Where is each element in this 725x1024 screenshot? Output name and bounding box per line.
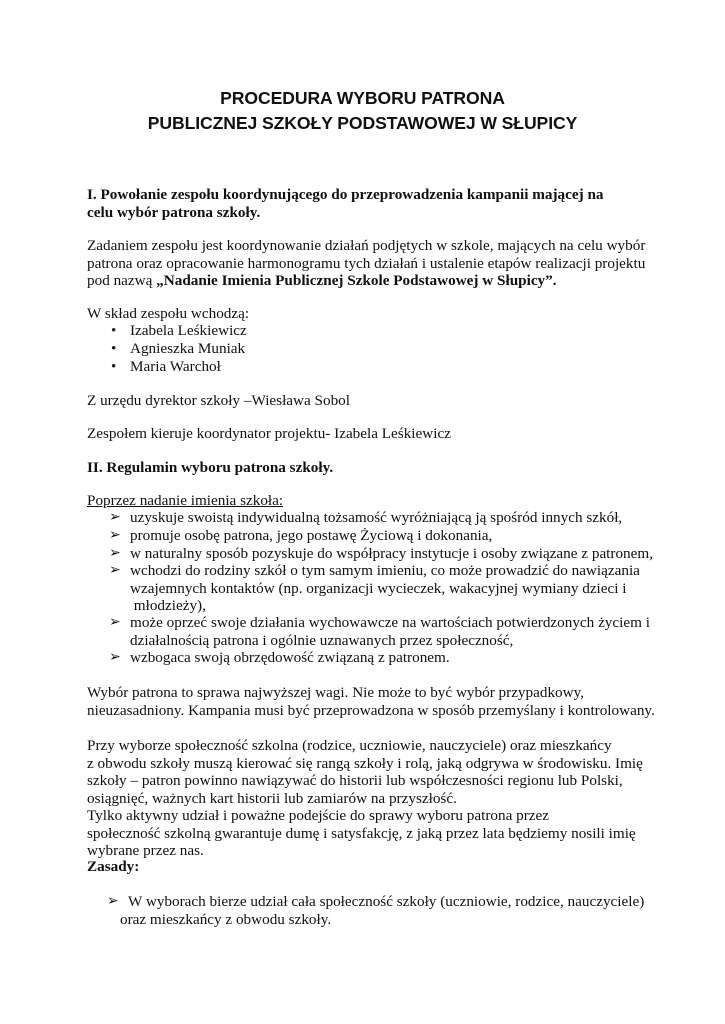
- list-item-line: wzajemnych kontaktów (np. organizacji wycieczek, wakacyjnej wymiany dzieci i: [130, 579, 627, 597]
- list-item-line: młodzieży),: [130, 597, 206, 614]
- paragraph: [87, 684, 655, 719]
- list-item-line: promuje osobę patrona, jego postawę Życiową i dokonania,: [130, 527, 493, 544]
- list-item: [111, 340, 650, 358]
- section-2-heading: II. Regulamin wyboru patrona szkoły.: [87, 459, 334, 476]
- arrow-bullet-icon: ➢: [109, 510, 121, 525]
- director-line: Z urzędu dyrektor szkoły –Wiesława Sobol: [87, 392, 350, 409]
- rules-heading: Zasady:: [87, 858, 140, 875]
- paragraph-line: z obwodu szkoły muszą kierować się rangą szkoły i rolą, jaką odgrywa w środowisku. Imię: [87, 754, 643, 772]
- paragraph-line: Przy wyborze społeczność szkolna (rodzice, uczniowie, nauczyciele) oraz mieszkańcy: [87, 737, 612, 754]
- member-name: Izabela Leśkiewicz: [130, 322, 247, 339]
- list-item-line: oraz mieszkańcy z obwodu szkoły.: [120, 910, 332, 928]
- arrow-bullet-icon: ➢: [107, 894, 119, 909]
- paragraph-line: patrona oraz opracowanie harmonogramu tych działań i ustalenie etapów realizacji projektu: [87, 254, 646, 272]
- list-item-line: wzbogaca swoją obrzędowość związaną z patronem.: [130, 649, 450, 666]
- section-1-paragraph: [87, 237, 647, 290]
- list-item: [109, 527, 670, 545]
- member-name: Maria Warchoł: [130, 358, 221, 375]
- paragraph-line: osiągnięć, ważnych kart historii lub zamiarów na przyszłość.: [87, 789, 457, 807]
- list-item-line: w naturalny sposób pozyskuje do współpracy instytucje i osoby związane z patronem,: [130, 545, 653, 562]
- arrow-bullet-icon: ➢: [109, 650, 121, 665]
- section-1-heading: [87, 186, 647, 221]
- list-item-line: wchodzi do rodziny szkół o tym samym imieniu, co może prowadzić do nawiązania: [130, 562, 640, 579]
- list-item-line: działalnością patrona i ogólnie uznawanych przez społeczność,: [130, 631, 514, 649]
- arrow-bullet-icon: ➢: [109, 546, 121, 561]
- list-item: [109, 649, 670, 667]
- list-item: [107, 893, 668, 928]
- paragraph-line: [87, 272, 647, 290]
- team-intro: W skład zespołu wchodzą:: [87, 305, 250, 322]
- list-item: [109, 614, 670, 649]
- list-item-line: W wyborach bierze udział cała społeczność szkoły (uczniowie, rodzice, nauczyciele): [128, 893, 645, 910]
- paragraph-line: wybrane przez nas.: [87, 842, 204, 859]
- paragraph-line: społeczność szkolną gwarantuje dumę i satysfakcję, z jaką przez lata będziemy nosili imię: [87, 824, 636, 842]
- list-item: [109, 509, 670, 527]
- section-1-heading-line: celu wybór patrona szkoły.: [87, 203, 261, 221]
- list-item-line: uzyskuje swoistą indywidualną tożsamość wyróżniającą ją spośród innych szkół,: [130, 509, 623, 526]
- paragraph-line: nieuzasadniony. Kampania musi być przeprowadzona w sposób przemyślany i kontrolowany.: [87, 701, 655, 719]
- list-item: [111, 322, 650, 340]
- bullet-icon: •: [111, 340, 117, 357]
- arrow-bullet-icon: ➢: [109, 528, 121, 543]
- list-item: [111, 358, 650, 376]
- bullet-icon: •: [111, 322, 117, 339]
- coordinator-line: Zespołem kieruje koordynator projektu- Izabela Leśkiewicz: [87, 425, 451, 442]
- section-2-intro: Poprzez nadanie imienia szkoła:: [87, 492, 284, 509]
- member-name: Agnieszka Muniak: [130, 340, 246, 357]
- list-item: [109, 545, 670, 563]
- document-title-line-1: PROCEDURA WYBORU PATRONA: [220, 88, 505, 108]
- arrow-bullet-icon: ➢: [109, 615, 121, 630]
- project-name: „Nadanie Imienia Publicznej Szkole Podstawowej w Słupicy”.: [156, 272, 557, 289]
- document-title-line-2: PUBLICZNEJ SZKOŁY PODSTAWOWEJ W SŁUPICY: [147, 113, 578, 133]
- paragraph-line: szkoły – patron powinno nawiązywać do historii lub współczesności regionu lub Polski,: [87, 772, 623, 789]
- paragraph-line: Tylko aktywny udział i poważne podejście do sprawy wyboru patrona przez: [87, 807, 550, 824]
- paragraph: [87, 737, 647, 860]
- paragraph-text: pod nazwą: [87, 272, 157, 289]
- arrow-bullet-icon: ➢: [109, 563, 121, 578]
- list-item: [109, 562, 670, 615]
- section-1-heading-line: I. Powołanie zespołu koordynującego do przeprowadzenia kampanii mającej na: [87, 186, 604, 203]
- paragraph-line: Zadaniem zespołu jest koordynowanie działań podjętych w szkole, mających na celu wybór: [87, 237, 646, 254]
- list-item-line: może oprzeć swoje działania wychowawcze na wartościach potwierdzonych życiem i: [130, 614, 650, 631]
- bullet-icon: •: [111, 358, 117, 375]
- paragraph-line: Wybór patrona to sprawa najwyższej wagi. Nie może to być wybór przypadkowy,: [87, 684, 585, 701]
